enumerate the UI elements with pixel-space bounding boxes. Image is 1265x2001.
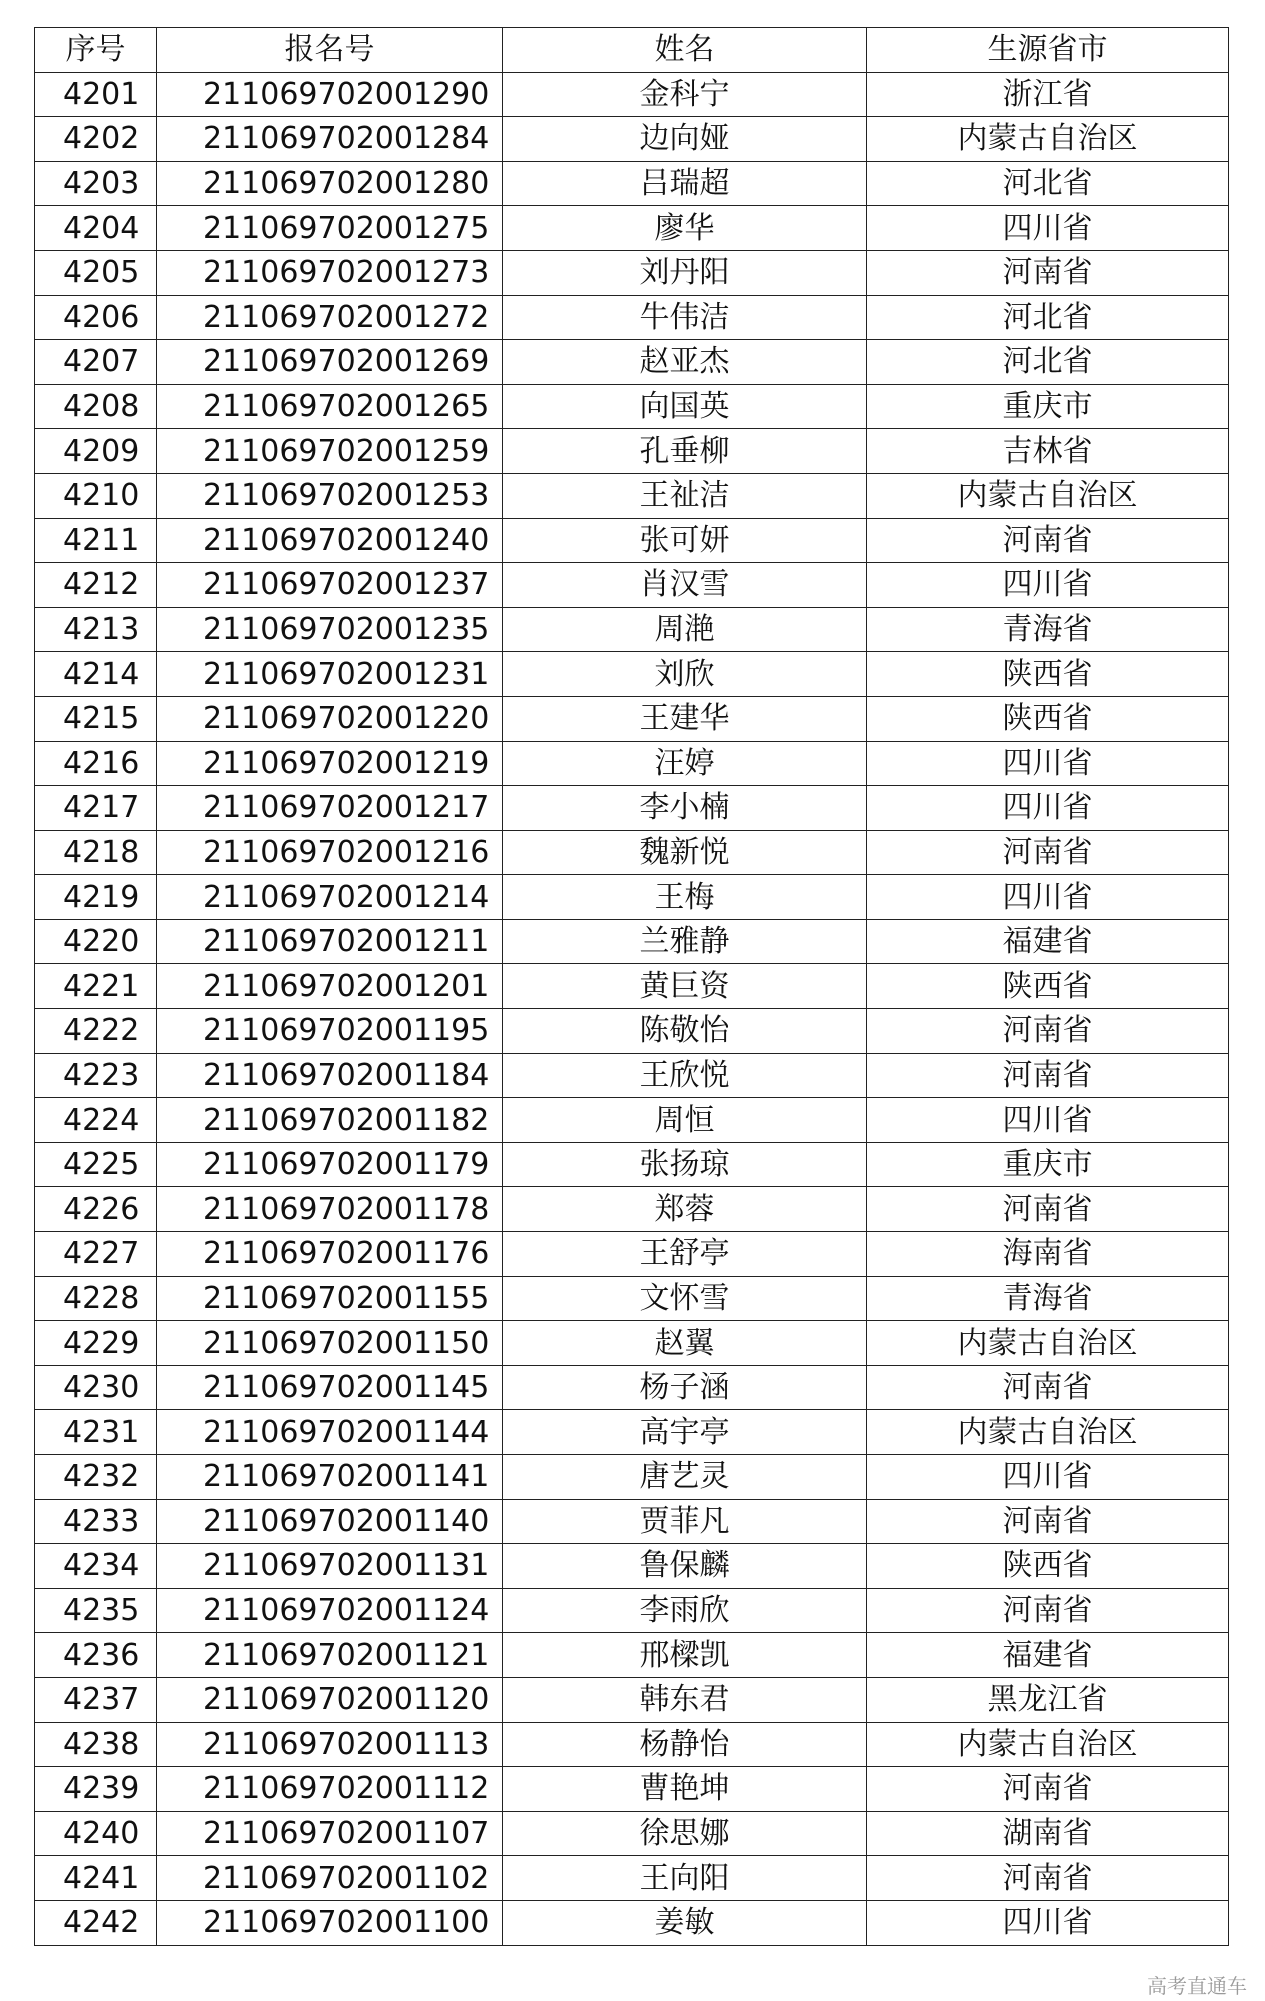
serial-number-cell: 4239 (35, 1767, 157, 1812)
serial-number-cell: 4228 (35, 1276, 157, 1321)
name-cell: 周滟 (503, 607, 867, 652)
name-cell: 周恒 (503, 1098, 867, 1143)
serial-number-cell: 4219 (35, 875, 157, 920)
table-row (35, 741, 1229, 786)
name-cell: 姜敏 (503, 1900, 867, 1945)
source-province-cell: 吉林省 (867, 429, 1229, 474)
source-province-cell: 河南省 (867, 1365, 1229, 1410)
registration-number-cell: 211069702001178 (157, 1187, 503, 1232)
serial-number-cell: 4215 (35, 696, 157, 741)
table-row (35, 1321, 1229, 1366)
serial-number-cell: 4203 (35, 161, 157, 206)
serial-number-cell: 4229 (35, 1321, 157, 1366)
registration-table-container (34, 27, 1228, 1946)
source-province-cell: 四川省 (867, 1098, 1229, 1143)
table-header (35, 28, 1229, 73)
serial-number-cell: 4218 (35, 830, 157, 875)
table-row (35, 1633, 1229, 1678)
registration-number-cell: 211069702001112 (157, 1767, 503, 1812)
registration-number-cell: 211069702001184 (157, 1053, 503, 1098)
table-row (35, 1142, 1229, 1187)
source-province-cell: 内蒙古自治区 (867, 117, 1229, 162)
registration-number-cell: 211069702001253 (157, 473, 503, 518)
source-province-cell: 陕西省 (867, 1544, 1229, 1589)
registration-number-cell: 211069702001145 (157, 1365, 503, 1410)
source-province-cell: 四川省 (867, 563, 1229, 608)
registration-number-cell: 211069702001201 (157, 964, 503, 1009)
registration-number-cell: 211069702001100 (157, 1900, 503, 1945)
source-province-cell: 四川省 (867, 1900, 1229, 1945)
source-province-cell: 四川省 (867, 1455, 1229, 1500)
table-row (35, 72, 1229, 117)
source-province-cell: 河南省 (867, 1053, 1229, 1098)
registration-number-cell: 211069702001265 (157, 384, 503, 429)
name-cell: 吕瑞超 (503, 161, 867, 206)
table-row (35, 1544, 1229, 1589)
registration-number-cell: 211069702001231 (157, 652, 503, 697)
name-cell: 杨子涵 (503, 1365, 867, 1410)
table-row (35, 563, 1229, 608)
name-cell: 赵亚杰 (503, 340, 867, 385)
name-cell: 牛伟洁 (503, 295, 867, 340)
registration-number-cell: 211069702001290 (157, 72, 503, 117)
table-row (35, 1677, 1229, 1722)
name-cell: 贾菲凡 (503, 1499, 867, 1544)
registration-number-cell: 211069702001273 (157, 250, 503, 295)
table-row (35, 1900, 1229, 1945)
serial-number-cell: 4230 (35, 1365, 157, 1410)
source-province-cell: 河南省 (867, 1856, 1229, 1901)
table-row (35, 1232, 1229, 1277)
registration-number-cell: 211069702001259 (157, 429, 503, 474)
registration-number-cell: 211069702001237 (157, 563, 503, 608)
name-cell: 高宇亭 (503, 1410, 867, 1455)
serial-number-cell: 4227 (35, 1232, 157, 1277)
serial-number-cell: 4241 (35, 1856, 157, 1901)
registration-number-cell: 211069702001179 (157, 1142, 503, 1187)
source-province-cell: 河南省 (867, 830, 1229, 875)
source-province-cell: 河南省 (867, 250, 1229, 295)
name-cell: 杨静怡 (503, 1722, 867, 1767)
name-cell: 文怀雪 (503, 1276, 867, 1321)
name-cell: 徐思娜 (503, 1811, 867, 1856)
table-row (35, 1856, 1229, 1901)
table-row (35, 919, 1229, 964)
source-province-cell: 内蒙古自治区 (867, 1321, 1229, 1366)
serial-number-cell: 4222 (35, 1009, 157, 1054)
registration-number-cell: 211069702001240 (157, 518, 503, 563)
table-body (35, 72, 1229, 1945)
registration-number-cell: 211069702001120 (157, 1677, 503, 1722)
header-registration-number: 报名号 (157, 28, 503, 73)
registration-number-cell: 211069702001269 (157, 340, 503, 385)
source-province-cell: 重庆市 (867, 1142, 1229, 1187)
table-row (35, 1187, 1229, 1232)
table-row (35, 1365, 1229, 1410)
serial-number-cell: 4202 (35, 117, 157, 162)
name-cell: 邢樑凯 (503, 1633, 867, 1678)
source-province-cell: 河南省 (867, 1187, 1229, 1232)
table-row (35, 340, 1229, 385)
name-cell: 李小楠 (503, 786, 867, 831)
name-cell: 唐艺灵 (503, 1455, 867, 1500)
table-row (35, 875, 1229, 920)
serial-number-cell: 4204 (35, 206, 157, 251)
registration-number-cell: 211069702001144 (157, 1410, 503, 1455)
source-province-cell: 四川省 (867, 875, 1229, 920)
serial-number-cell: 4236 (35, 1633, 157, 1678)
serial-number-cell: 4201 (35, 72, 157, 117)
table-row (35, 473, 1229, 518)
registration-number-cell: 211069702001140 (157, 1499, 503, 1544)
name-cell: 向国英 (503, 384, 867, 429)
name-cell: 张扬琼 (503, 1142, 867, 1187)
name-cell: 赵翼 (503, 1321, 867, 1366)
source-province-cell: 陕西省 (867, 696, 1229, 741)
serial-number-cell: 4208 (35, 384, 157, 429)
name-cell: 刘欣 (503, 652, 867, 697)
name-cell: 王建华 (503, 696, 867, 741)
serial-number-cell: 4216 (35, 741, 157, 786)
registration-number-cell: 211069702001217 (157, 786, 503, 831)
serial-number-cell: 4212 (35, 563, 157, 608)
name-cell: 韩东君 (503, 1677, 867, 1722)
source-province-cell: 河北省 (867, 340, 1229, 385)
table-row (35, 1767, 1229, 1812)
table-row (35, 1588, 1229, 1633)
source-province-cell: 陕西省 (867, 964, 1229, 1009)
name-cell: 肖汉雪 (503, 563, 867, 608)
registration-number-cell: 211069702001113 (157, 1722, 503, 1767)
registration-number-cell: 211069702001195 (157, 1009, 503, 1054)
registration-number-cell: 211069702001155 (157, 1276, 503, 1321)
name-cell: 王欣悦 (503, 1053, 867, 1098)
registration-number-cell: 211069702001121 (157, 1633, 503, 1678)
table-row (35, 1053, 1229, 1098)
source-province-cell: 陕西省 (867, 652, 1229, 697)
registration-number-cell: 211069702001275 (157, 206, 503, 251)
source-province-cell: 福建省 (867, 919, 1229, 964)
serial-number-cell: 4210 (35, 473, 157, 518)
source-province-cell: 四川省 (867, 741, 1229, 786)
table-row (35, 1722, 1229, 1767)
table-row (35, 1276, 1229, 1321)
source-province-cell: 湖南省 (867, 1811, 1229, 1856)
source-province-cell: 浙江省 (867, 72, 1229, 117)
serial-number-cell: 4209 (35, 429, 157, 474)
name-cell: 魏新悦 (503, 830, 867, 875)
serial-number-cell: 4232 (35, 1455, 157, 1500)
source-province-cell: 四川省 (867, 786, 1229, 831)
serial-number-cell: 4220 (35, 919, 157, 964)
source-province-cell: 海南省 (867, 1232, 1229, 1277)
header-source-province: 生源省市 (867, 28, 1229, 73)
serial-number-cell: 4207 (35, 340, 157, 385)
source-province-cell: 青海省 (867, 607, 1229, 652)
registration-number-cell: 211069702001131 (157, 1544, 503, 1589)
source-province-cell: 河南省 (867, 1767, 1229, 1812)
table-row (35, 429, 1229, 474)
table-row (35, 1455, 1229, 1500)
source-province-cell: 河南省 (867, 1009, 1229, 1054)
source-province-cell: 福建省 (867, 1633, 1229, 1678)
registration-number-cell: 211069702001272 (157, 295, 503, 340)
source-province-cell: 内蒙古自治区 (867, 473, 1229, 518)
table-row (35, 161, 1229, 206)
serial-number-cell: 4237 (35, 1677, 157, 1722)
registration-number-cell: 211069702001219 (157, 741, 503, 786)
registration-number-cell: 211069702001182 (157, 1098, 503, 1143)
name-cell: 廖华 (503, 206, 867, 251)
name-cell: 王舒亭 (503, 1232, 867, 1277)
registration-number-cell: 211069702001216 (157, 830, 503, 875)
table-row (35, 1009, 1229, 1054)
table-row (35, 830, 1229, 875)
registration-number-cell: 211069702001214 (157, 875, 503, 920)
table-row (35, 964, 1229, 1009)
serial-number-cell: 4211 (35, 518, 157, 563)
table-row (35, 696, 1229, 741)
serial-number-cell: 4238 (35, 1722, 157, 1767)
serial-number-cell: 4225 (35, 1142, 157, 1187)
table-row (35, 117, 1229, 162)
serial-number-cell: 4223 (35, 1053, 157, 1098)
serial-number-cell: 4213 (35, 607, 157, 652)
table-row (35, 607, 1229, 652)
serial-number-cell: 4221 (35, 964, 157, 1009)
name-cell: 王祉洁 (503, 473, 867, 518)
source-province-cell: 内蒙古自治区 (867, 1722, 1229, 1767)
serial-number-cell: 4242 (35, 1900, 157, 1945)
name-cell: 黄巨资 (503, 964, 867, 1009)
name-cell: 鲁保麟 (503, 1544, 867, 1589)
table-row (35, 652, 1229, 697)
registration-number-cell: 211069702001124 (157, 1588, 503, 1633)
source-province-cell: 黑龙江省 (867, 1677, 1229, 1722)
name-cell: 曹艳坤 (503, 1767, 867, 1812)
name-cell: 兰雅静 (503, 919, 867, 964)
registration-number-cell: 211069702001102 (157, 1856, 503, 1901)
watermark-text: 高考直通车 (1147, 1974, 1247, 1998)
table-row (35, 1499, 1229, 1544)
source-province-cell: 青海省 (867, 1276, 1229, 1321)
serial-number-cell: 4224 (35, 1098, 157, 1143)
source-province-cell: 河北省 (867, 295, 1229, 340)
registration-number-cell: 211069702001284 (157, 117, 503, 162)
table-row (35, 206, 1229, 251)
source-province-cell: 内蒙古自治区 (867, 1410, 1229, 1455)
registration-number-cell: 211069702001141 (157, 1455, 503, 1500)
registration-number-cell: 211069702001176 (157, 1232, 503, 1277)
table-row (35, 384, 1229, 429)
name-cell: 李雨欣 (503, 1588, 867, 1633)
name-cell: 张可妍 (503, 518, 867, 563)
serial-number-cell: 4217 (35, 786, 157, 831)
table-row (35, 1098, 1229, 1143)
name-cell: 刘丹阳 (503, 250, 867, 295)
name-cell: 边向娅 (503, 117, 867, 162)
name-cell: 陈敬怡 (503, 1009, 867, 1054)
table-row (35, 1811, 1229, 1856)
header-serial-number: 序号 (35, 28, 157, 73)
serial-number-cell: 4231 (35, 1410, 157, 1455)
source-province-cell: 重庆市 (867, 384, 1229, 429)
source-province-cell: 河南省 (867, 1499, 1229, 1544)
registration-number-cell: 211069702001220 (157, 696, 503, 741)
table-row (35, 1410, 1229, 1455)
serial-number-cell: 4206 (35, 295, 157, 340)
header-name: 姓名 (503, 28, 867, 73)
registration-number-cell: 211069702001211 (157, 919, 503, 964)
source-province-cell: 四川省 (867, 206, 1229, 251)
table-row (35, 295, 1229, 340)
name-cell: 孔垂柳 (503, 429, 867, 474)
registration-number-cell: 211069702001150 (157, 1321, 503, 1366)
table-row (35, 786, 1229, 831)
registration-number-cell: 211069702001235 (157, 607, 503, 652)
header-row (35, 28, 1229, 73)
name-cell: 王梅 (503, 875, 867, 920)
name-cell: 王向阳 (503, 1856, 867, 1901)
source-province-cell: 河南省 (867, 518, 1229, 563)
table-row (35, 250, 1229, 295)
serial-number-cell: 4214 (35, 652, 157, 697)
name-cell: 郑蓉 (503, 1187, 867, 1232)
serial-number-cell: 4226 (35, 1187, 157, 1232)
name-cell: 金科宁 (503, 72, 867, 117)
registration-number-cell: 211069702001280 (157, 161, 503, 206)
source-province-cell: 河南省 (867, 1588, 1229, 1633)
serial-number-cell: 4233 (35, 1499, 157, 1544)
registration-number-cell: 211069702001107 (157, 1811, 503, 1856)
serial-number-cell: 4234 (35, 1544, 157, 1589)
serial-number-cell: 4205 (35, 250, 157, 295)
table-row (35, 518, 1229, 563)
serial-number-cell: 4240 (35, 1811, 157, 1856)
name-cell: 汪婷 (503, 741, 867, 786)
serial-number-cell: 4235 (35, 1588, 157, 1633)
source-province-cell: 河北省 (867, 161, 1229, 206)
registration-table (34, 27, 1229, 1946)
